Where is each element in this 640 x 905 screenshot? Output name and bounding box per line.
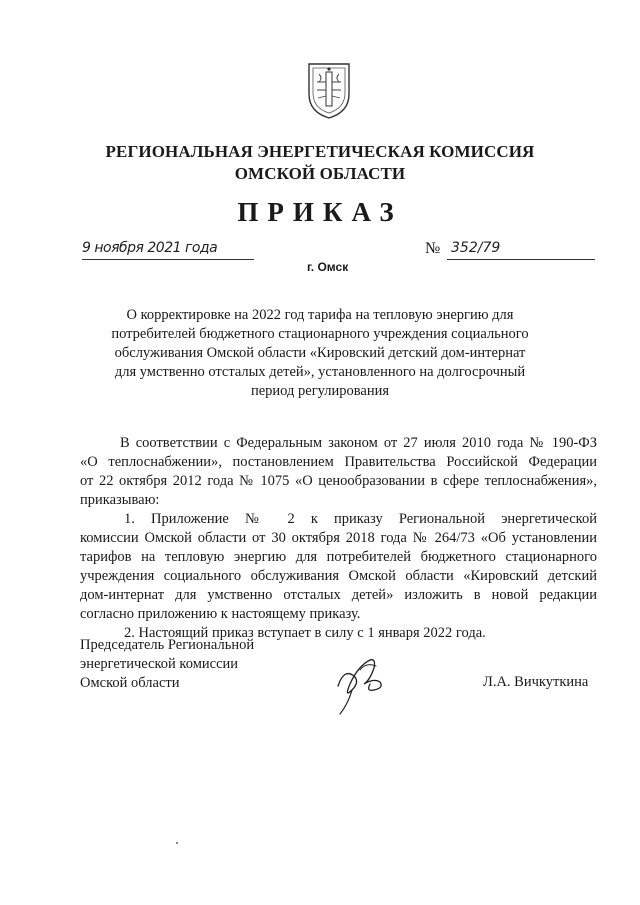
item1-line: комиссии Омской области от 30 октября 2018 года № 264/73 «Об установлении	[80, 530, 597, 546]
item1-line: тарифов на тепловую энергию для потребителей бюджетного стационарного	[80, 549, 597, 565]
organization-title-line1: РЕГИОНАЛЬНАЯ ЭНЕРГЕТИЧЕСКАЯ КОМИССИЯ	[105, 142, 535, 161]
item1-line: 1. Приложение № 2 к приказу Региональной энергетической	[124, 511, 597, 527]
order-body	[80, 434, 597, 643]
handwritten-date: 9 ноября 2021 года	[82, 240, 218, 256]
subject-line: для умственно отсталых детей», установленного на долгосрочный	[114, 364, 526, 380]
scan-speck	[176, 842, 178, 844]
preamble-line: В соответствии с Федеральным законом от 27 июля 2010 года № 190-ФЗ	[120, 435, 597, 451]
subject-line: О корректировке на 2022 год тарифа на тепловую энергию для	[126, 307, 514, 323]
order-subject	[110, 306, 530, 401]
date-field	[82, 240, 254, 262]
preamble-line: приказываю:	[80, 492, 160, 508]
signatory-name: Л.А. Вичкуткина	[483, 674, 589, 690]
handwritten-order-number: 352/79	[451, 240, 501, 256]
preamble-line: «О теплоснабжении», постановлением Правительства Российской Федерации	[80, 454, 597, 470]
city-label: г. Омск	[307, 260, 349, 274]
date-underline	[82, 259, 254, 260]
number-underline	[447, 259, 595, 260]
subject-line: обслуживания Омской области «Кировский детский дом-интернат	[114, 345, 526, 361]
coat-of-arms-emblem	[303, 60, 355, 122]
item1-line: учреждения социального обслуживания Омской области «Кировский детский	[80, 568, 597, 584]
subject-line: потребителей бюджетного стационарного учреждения социального	[111, 326, 529, 342]
item1-line: согласно приложению к настоящему приказу.	[80, 606, 361, 622]
organization-title-line2: ОМСКОЙ ОБЛАСТИ	[234, 164, 406, 183]
position-line: Председатель Региональной	[80, 637, 255, 653]
number-sign: №	[425, 240, 441, 257]
handwritten-signature	[330, 648, 392, 718]
order-number-field	[425, 240, 595, 262]
preamble-line: от 22 октября 2012 года № 1075 «О ценообразовании в сфере теплоснабжения»,	[80, 473, 597, 489]
item2-line: 2. Настоящий приказ вступает в силу с 1 января 2022 года.	[124, 625, 486, 641]
signatory-position	[80, 636, 254, 693]
subject-line: период регулирования	[250, 383, 390, 399]
position-line: энергетической комиссии	[80, 656, 239, 672]
position-line: Омской области	[80, 675, 180, 691]
item1-line: дом-интернат для умственно отсталых детей» изложить в новой редакции	[80, 587, 597, 603]
document-type-heading: ПРИКАЗ	[237, 197, 403, 227]
